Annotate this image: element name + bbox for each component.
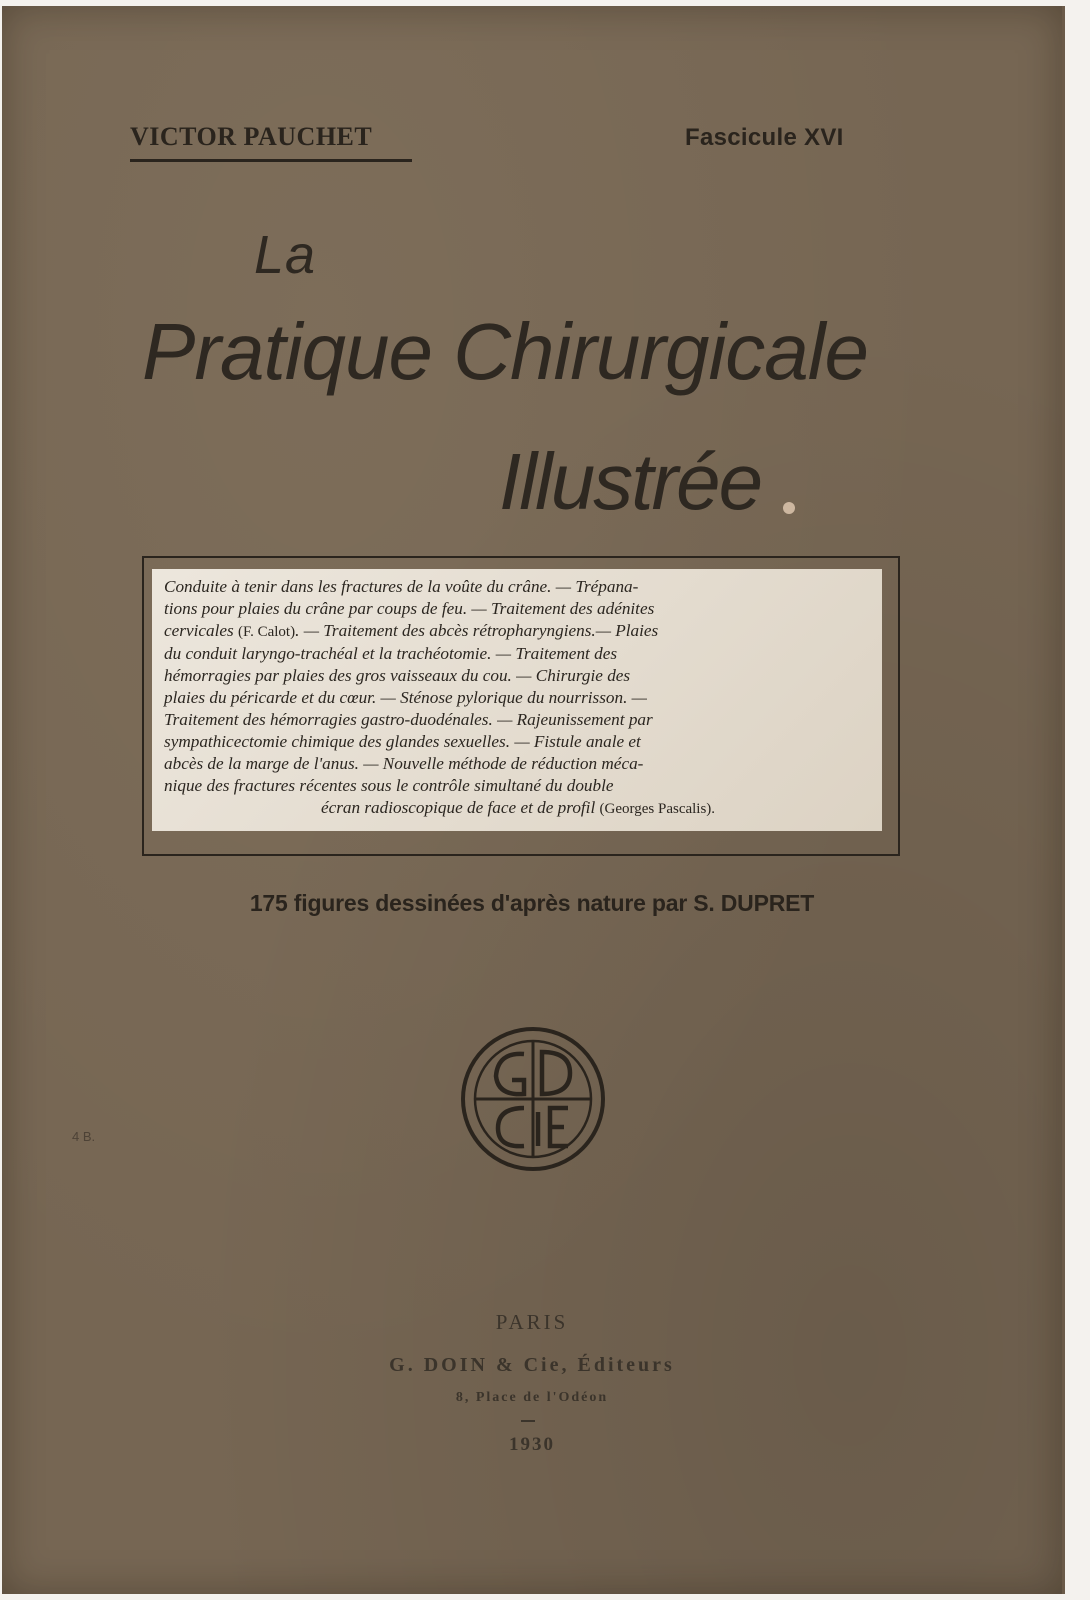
contents-line-author: (F. Calot): [237, 624, 296, 640]
contents-line-author: (Georges Pascalis).: [599, 801, 716, 817]
contents-line: sympathicectomie chimique des glandes sexuelles. — Fistule anale et: [164, 732, 641, 751]
contents-line: tions pour plaies du crâne par coups de feu. — Traitement des adénites: [164, 599, 655, 618]
contents-line: Traitement des hémorragies gastro-duodénales. — Rajeunissement par: [164, 710, 653, 729]
contents-line: [164, 620, 872, 643]
margin-mark: 4 B.: [72, 1129, 96, 1144]
contents-line: Conduite à tenir dans les fractures de la voûte du crâne. — Trépana-: [164, 577, 639, 596]
contents-label: [152, 569, 882, 831]
paper-stain: [783, 502, 795, 514]
contents-line: abcès de la marge de l'anus. — Nouvelle méthode de réduction méca-: [164, 754, 644, 773]
contents-line: du conduit laryngo-trachéal et la trachéotomie. — Traitement des: [164, 644, 618, 663]
contents-line: plaies du péricarde et du cœur. — Sténose pylorique du nourrisson. —: [164, 688, 647, 707]
book-cover: [2, 6, 1065, 1594]
figures-note: 175 figures dessinées d'après nature par S. DUPRET: [249, 890, 815, 916]
author-name: VICTOR PAUCHET: [130, 122, 373, 151]
contents-line: [164, 797, 872, 820]
imprint-city: PARIS: [495, 1310, 569, 1334]
title-article: La: [254, 225, 317, 285]
contents-line-part: écran radioscopique de face et de profil: [320, 798, 600, 817]
imprint-divider: [521, 1420, 535, 1422]
publisher-monogram-icon: [458, 1024, 608, 1174]
imprint-address: 8, Place de l'Odéon: [455, 1390, 609, 1405]
imprint-year: 1930: [509, 1434, 555, 1455]
contents-line: hémorragies par plaies des gros vaisseaux du cou. — Chirurgie des: [164, 666, 631, 685]
contents-line-part: . — Traitement des abcès rétropharyngiens.— Plaies: [295, 621, 659, 640]
contents-line: nique des fractures récentes sous le contrôle simultané du double: [164, 776, 614, 795]
imprint-publisher: G. DOIN & Cie, Éditeurs: [389, 1354, 675, 1376]
fascicle-number: Fascicule XVI: [685, 124, 844, 151]
title-subtitle: Illustrée: [499, 437, 762, 526]
author-underline: [130, 159, 412, 162]
title-main: Pratique Chirurgicale: [142, 307, 869, 396]
contents-line-part: cervicales: [164, 621, 238, 640]
